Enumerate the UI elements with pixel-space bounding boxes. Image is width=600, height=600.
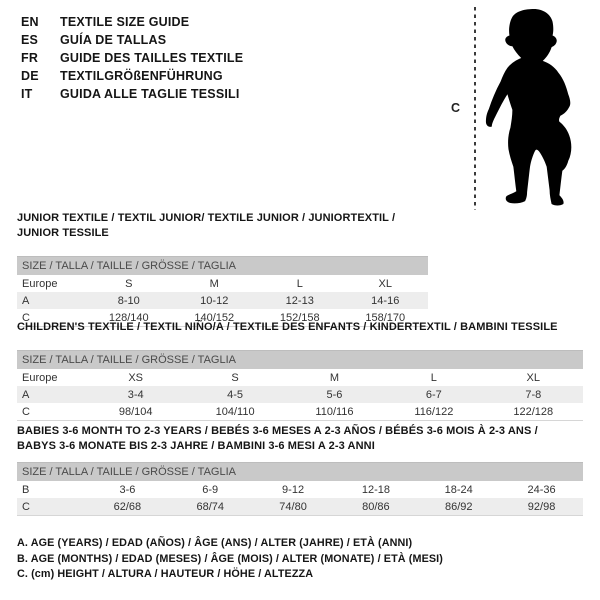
row-label-cell: C [22, 311, 30, 324]
value-cell: 152/158 [279, 311, 320, 324]
value-cell: 98/104 [118, 405, 153, 418]
table-row [17, 369, 583, 386]
table-row [17, 275, 428, 292]
toddler-silhouette-image [482, 6, 580, 207]
section-title-line1: BABIES 3-6 MONTH TO 2-3 YEARS / BEBÉS 3-6 MESES A 2-3 AÑOS / BÉBÉS 3-6 MOIS À 2-3 ANS / [17, 425, 538, 437]
value-cell: 3-4 [86, 386, 185, 403]
value-cell: 122/128 [513, 405, 554, 418]
language-label: TEXTILE SIZE GUIDE [60, 15, 190, 29]
note-age-years: A. AGE (YEARS) / EDAD (AÑOS) / ÂGE (ANS) / ALTER (JAHRE) / ETÀ (ANNI) [17, 537, 413, 549]
value-cell: 14-16 [343, 292, 429, 309]
language-row-it [21, 85, 243, 103]
language-label: GUÍA DE TALLAS [60, 33, 167, 47]
value-cell: 6-9 [202, 483, 219, 496]
value-cell: 7-8 [484, 386, 583, 403]
value-cell: 3-6 [119, 483, 136, 496]
value-cell: 68/74 [169, 498, 252, 516]
language-row-es [21, 31, 243, 49]
value-cell: 74/80 [252, 498, 335, 516]
table-row [17, 403, 583, 421]
value-cell: 6-7 [384, 386, 483, 403]
language-label: GUIDE DES TAILLES TEXTILE [60, 51, 244, 65]
children-size-table [17, 369, 583, 421]
size-header-bar: SIZE / TALLA / TAILLE / GRÖSSE / TAGLIA [17, 462, 583, 481]
value-cell: 8-10 [86, 292, 172, 309]
value-cell: 18-24 [444, 483, 473, 496]
size-cell: L [430, 371, 437, 384]
language-code: ES [21, 33, 39, 47]
value-cell: 9-12 [282, 483, 305, 496]
height-measure-label: C [451, 101, 461, 115]
table-row [17, 481, 583, 498]
section-title-block [17, 424, 583, 454]
value-cell: 80/86 [334, 498, 417, 516]
section-junior-textile [17, 211, 428, 327]
size-cell: M [329, 371, 340, 384]
section-babies-textile [17, 424, 583, 516]
value-cell: 5-6 [285, 386, 384, 403]
babies-size-table [17, 481, 583, 516]
language-title-list [21, 13, 243, 103]
section-title: CHILDREN'S TEXTILE / TEXTIL NIÑO/A / TEXTILE DES ENFANTS / KINDERTEXTIL / BAMBINI TESSILE [17, 321, 558, 333]
language-label: GUIDA ALLE TAGLIE TESSILI [60, 87, 240, 101]
size-cell: XL [378, 277, 392, 290]
note-height-cm: C. (cm) HEIGHT / ALTURA / HAUTEUR / HÖHE / ALTEZZA [17, 568, 314, 580]
value-cell: 158/170 [365, 311, 406, 324]
language-code: FR [21, 51, 39, 65]
height-measure-dashed-line [474, 7, 476, 210]
language-code: DE [21, 69, 39, 83]
size-header-bar: SIZE / TALLA / TAILLE / GRÖSSE / TAGLIA [17, 350, 583, 369]
section-title: JUNIOR TEXTILE / TEXTIL JUNIOR/ TEXTILE JUNIOR / JUNIORTEXTIL / JUNIOR TESSILE [17, 212, 396, 239]
value-cell: 12-18 [361, 483, 390, 496]
language-label: TEXTILGRÖßENFÜHRUNG [60, 69, 223, 83]
value-cell: 128/140 [108, 311, 149, 324]
row-label-cell: C [22, 405, 30, 418]
value-cell: 116/122 [414, 405, 454, 418]
row-label-cell: Europe [22, 277, 58, 290]
section-title-line2: BABYS 3-6 MONATE BIS 2-3 JAHRE / BAMBINI 3-6 MESI A 2-3 ANNI [17, 440, 375, 452]
value-cell: 140/152 [194, 311, 235, 324]
value-cell: 12-13 [257, 292, 343, 309]
table-row [17, 498, 583, 516]
legend-notes [17, 536, 443, 583]
section-children-textile [17, 320, 583, 421]
size-cell: S [231, 371, 239, 384]
size-cell: S [125, 277, 133, 290]
size-cell: L [296, 277, 303, 290]
value-cell: 92/98 [500, 498, 583, 516]
note-age-months: B. AGE (MONTHS) / EDAD (MESES) / ÂGE (MOIS) / ALTER (MONATE) / ETÀ (MESI) [17, 552, 443, 565]
row-label-cell: A [17, 292, 86, 309]
row-label-cell: B [22, 483, 30, 496]
row-label-cell: Europe [22, 371, 58, 384]
value-cell: 62/68 [86, 498, 169, 516]
value-cell: 86/92 [417, 498, 500, 516]
language-row-de [21, 67, 243, 85]
size-header-bar: SIZE / TALLA / TAILLE / GRÖSSE / TAGLIA [17, 256, 428, 275]
size-cell: XS [128, 371, 144, 384]
size-cell: XL [526, 371, 541, 384]
language-row-fr [21, 49, 243, 67]
value-cell: 104/110 [215, 405, 255, 418]
row-label-cell: C [17, 498, 86, 516]
language-row-en [21, 13, 243, 31]
value-cell: 24-36 [527, 483, 556, 496]
table-row [17, 386, 583, 403]
table-row [17, 292, 428, 309]
size-cell: M [209, 277, 219, 290]
language-code: IT [21, 87, 33, 101]
value-cell: 4-5 [185, 386, 284, 403]
language-code: EN [21, 15, 39, 29]
row-label-cell: A [17, 386, 86, 403]
value-cell: 110/116 [315, 405, 354, 418]
value-cell: 10-12 [172, 292, 258, 309]
